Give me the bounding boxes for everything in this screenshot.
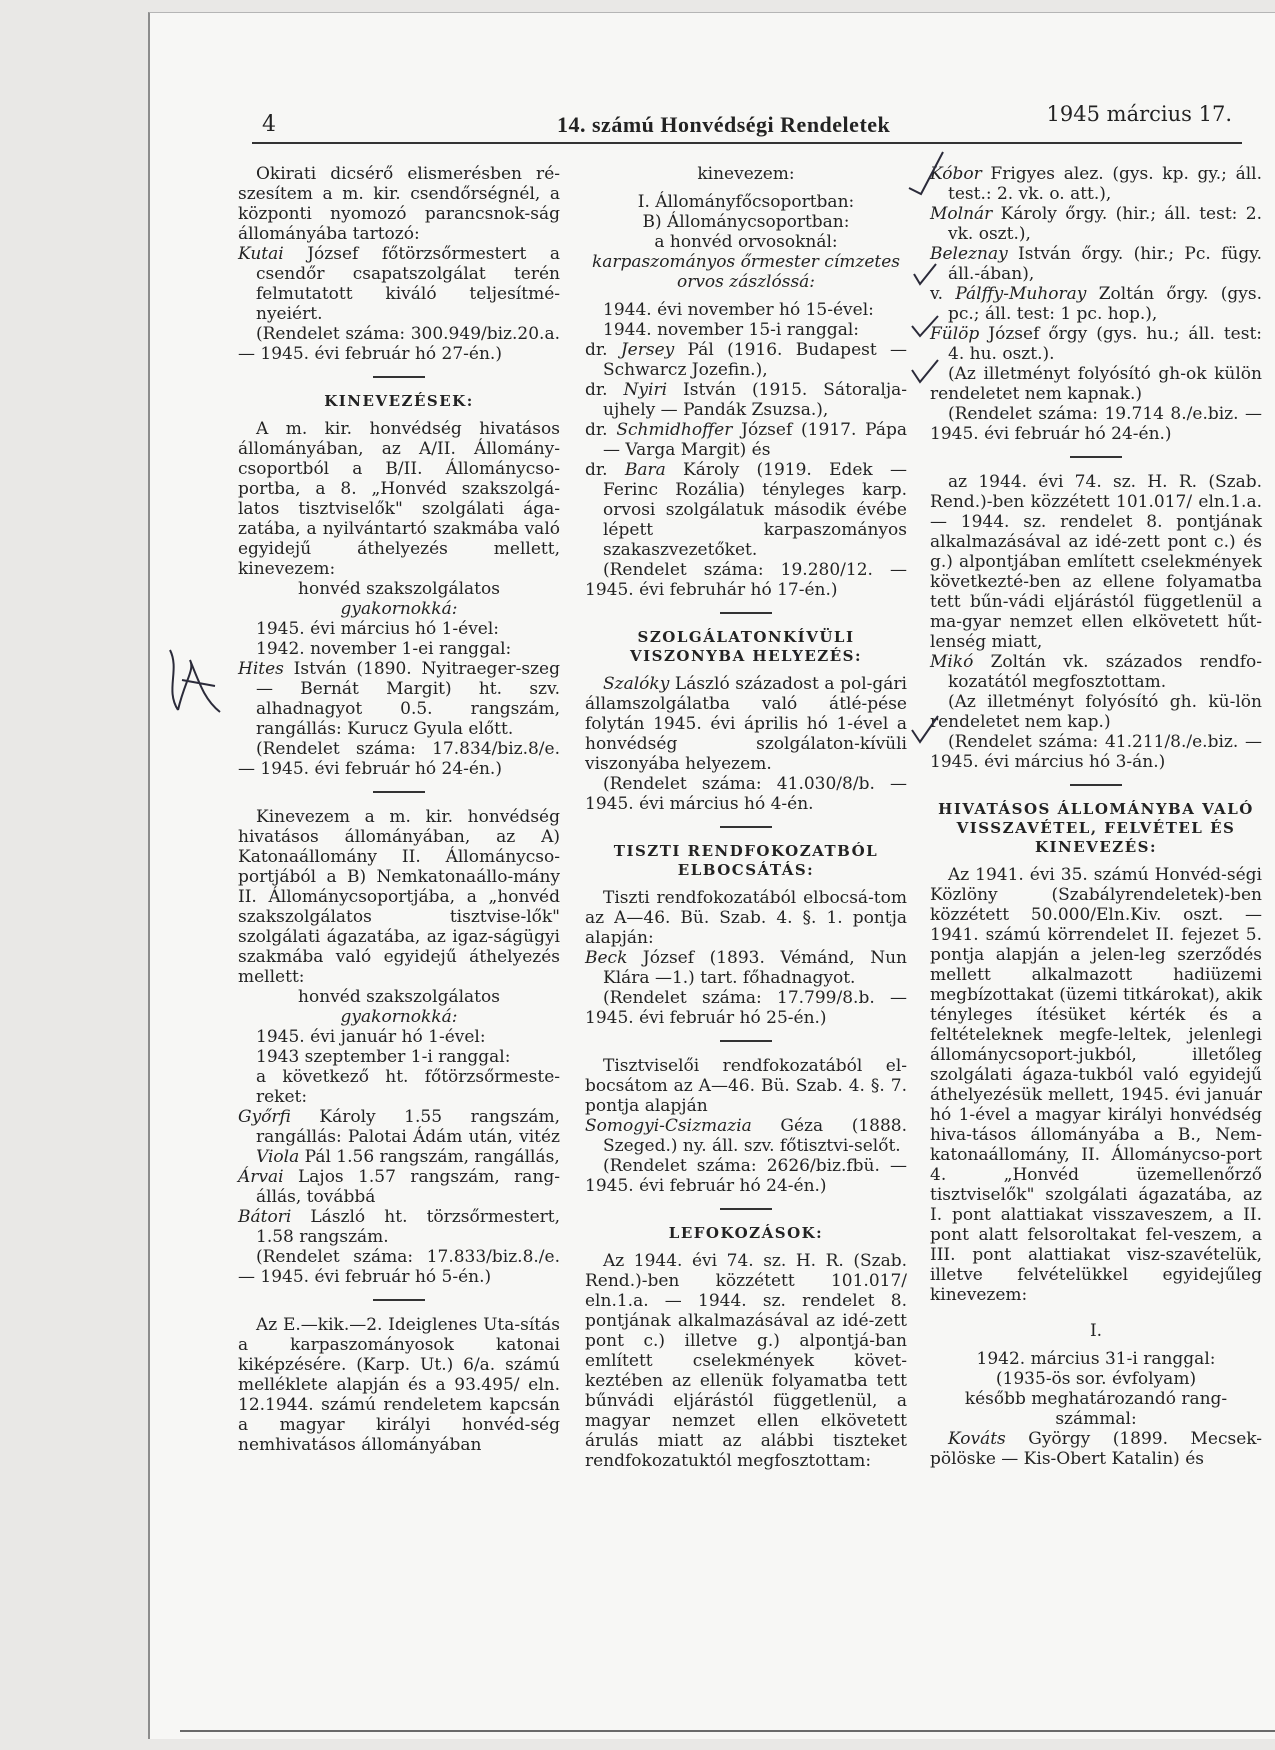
appointee-entry <box>585 380 907 420</box>
entry-text: József (1917. Pápa — Varga Margit) és <box>603 420 907 460</box>
date-line: 1944. évi november hó 15-ével: <box>603 300 874 320</box>
demoted-officer-entry <box>930 284 1262 324</box>
pen-check-mark <box>908 712 942 746</box>
separator <box>373 376 425 378</box>
group-line: B) Állománycsoportban: <box>642 212 850 232</box>
separator <box>720 1208 772 1210</box>
entry-text: László ht. törzsőrmestert, 1.58 rangszám. <box>256 1207 560 1247</box>
entry-text: József őrgy (gys. hu.; áll. test: 4. hu. oszt.). <box>948 324 1262 364</box>
section-heading-readmission: HIVATÁSOS ÁLLOMÁNYBA VALÓ VISSZAVÉTEL, FELVÉTEL ÉS KINEVEZÉS: <box>938 800 1254 856</box>
separator <box>1070 784 1122 786</box>
rank-line: honvéd szakszolgálatos <box>298 579 500 599</box>
demoted-officer-entry <box>930 324 1262 364</box>
person-name: Bara <box>624 460 666 480</box>
section-heading-appointments: KINEVEZÉSEK: <box>324 392 474 410</box>
appointee-entry <box>585 340 907 380</box>
entry-text: István (1915. Sátoralja-ujhely — Pandák Zsuzsa.), <box>603 380 907 420</box>
entry-text: István (1890. Nyitraeger-szeg — Bernát Margit) ht. szv. alhadnagyot 0.5. rangszám, rangállás: Kurucz Gyula előtt. <box>256 659 560 739</box>
title-prefix: dr. <box>585 340 621 360</box>
appointee-entry <box>238 1207 560 1247</box>
title-prefix: v. <box>930 284 956 304</box>
section-heading-demotions: LEFOKOZÁSOK: <box>668 1224 824 1242</box>
person-name: Nyiri <box>623 380 668 400</box>
rank-date-line: 1942. március 31-i ranggal: <box>976 1349 1216 1369</box>
demoted-officer-entry <box>930 244 1262 284</box>
person-name: Hites <box>238 659 284 679</box>
person-name: Győrfi <box>238 1107 291 1127</box>
decree-reference: (Rendelet száma: 19.280/12. — 1945. évi februhár hó 17-én.) <box>585 560 907 600</box>
person-name: Jersey <box>620 340 675 360</box>
decree-reference: (Rendelet száma: 2626/biz.fbü. — 1945. évi február hó 24-én.) <box>585 1156 907 1196</box>
demotion-text: az 1944. évi 74. sz. H. R. (Szab. Rend.)-ben közzétett 101.017/ eln.1.a. — 1944. sz. rendelet 8. pontjának alkalmazásával az idé-zett pont c.) és g.) alpontjában említett cselekmények következté-ben az ellene folyamatba tett bűn-vádi eljárástól függetlenül a ma-gyar nemzet ellen elkövetett hűt-lenség miatt, <box>930 472 1262 652</box>
separator <box>373 791 425 793</box>
dismissal-text: Tisztviselői rendfokozatából el-bocsátom az A—46. Bü. Szab. 4. §. 7. pontja alapján <box>585 1056 907 1116</box>
person-name: Kutai <box>238 244 284 264</box>
appointee-entry <box>238 1107 560 1167</box>
column-1 <box>238 164 560 1455</box>
entry-text: Károly őrgy. (hir.; áll. test: 2. vk. oszt.), <box>948 204 1262 244</box>
commendation-entry <box>238 244 560 324</box>
person-name: Mikó <box>930 652 974 672</box>
person-name: Pálffy-Muhoray <box>955 284 1087 304</box>
person-name: Kóbor <box>930 164 982 184</box>
rank-date-line: 1942. november 1-ei ranggal: <box>256 639 512 659</box>
rank-line: honvéd szakszolgálatos <box>298 987 500 1007</box>
issue-date: 1945 március 17. <box>1046 102 1232 126</box>
separator <box>1070 456 1122 458</box>
demoted-officer-entry <box>930 204 1262 244</box>
entry-text: Frigyes alez. (gys. kp. gy.; áll. test.: 2. vk. o. att.), <box>948 164 1262 204</box>
person-name: Szalóky <box>603 674 670 694</box>
date-line: 1945. évi január hó 1-ével: <box>256 1027 486 1047</box>
title-prefix: dr. <box>585 380 624 400</box>
demoted-officer-entry <box>930 164 1262 204</box>
decree-reference: (Rendelet száma: 17.833/biz.8./e. — 1945. évi február hó 5-én.) <box>238 1247 560 1287</box>
separator <box>373 1299 425 1301</box>
appointee-entry <box>238 659 560 739</box>
decree-reference: (Rendelet száma: 300.949/biz.20.a. — 1945. évi február hó 27-én.) <box>238 324 560 364</box>
commendation-intro: Okirati dicsérő elismerésben ré-szesítem a m. kir. csendőrségnél, a központi nyomozó parancsnok-ság állományába tartozó: <box>238 164 560 244</box>
person-name: Schmidhoffer <box>616 420 733 440</box>
entry-text: József főtörzsőrmestert a csendőr csapatszolgálat terén felmutatott kiváló teljesítmé-nyeiért. <box>256 244 560 324</box>
date-line: 1945. évi március hó 1-ével: <box>256 619 500 639</box>
appointee-entry <box>585 420 907 460</box>
section-heading-dismissal: TISZTI RENDFOKOZATBÓL ELBOCSÁTÁS: <box>613 842 879 879</box>
demoted-officer-entry <box>930 652 1262 692</box>
appointee-entry <box>238 1167 560 1207</box>
roman-numeral-heading: I. <box>1089 1321 1103 1341</box>
header-rule <box>252 142 1242 144</box>
rank-date-line: 1943 szeptember 1-i ranggal: <box>256 1047 511 1067</box>
appoint-line: kinevezem: <box>697 164 795 184</box>
readmission-text: Az 1941. évi 35. számú Honvéd-ségi Közlöny (Szabályrendeletek)-ben közzétett 50.000/Eln.Kiv. oszt. — 1941. számú körrendelet II. fejezet 5. pontja alapján a jelen-leg szerződés mellett alkalmazott hadiüzemi megbízottakat (üzemi titkárokat), akik tényleges ítésüket kérték és a feltételeknek megfe-leltek, jelenlegi állománycsoport-jukból, illetőleg szolgálati ágaza-tukból való egyidejű áthelyezésük mellett, 1945. évi január hó 1-ével a magyar királyi honvédség hiva-tásos állományába a B., Nem-katonaállomány, II. Állománycso-port 4. „Honvéd üzemellenőrző tisztviselők" szolgálati ágazatába, az I. pont alattiakat visszaveszem, a II. pont alatt felsoroltakat fel-veszem, a III. pont alattiakat visz-szavételük, illetve felvételükkel egyidejűleg kinevezem: <box>930 865 1262 1305</box>
pen-check-mark <box>910 260 940 290</box>
person-name: Fülöp <box>930 324 980 344</box>
dismissal-text: Tiszti rendfokozatából elbocsá-tom az A—46. Bü. Szab. 4. §. 1. pontja alapján: <box>585 888 907 948</box>
decree-reference: (Rendelet száma: 19.714 8./e.biz. — 1945. évi február hó 24-én.) <box>930 404 1262 444</box>
entry-text: József (1893. Vémánd, Nun Klára —1.) tart. főhadnagyot. <box>603 948 907 988</box>
person-name: Kováts <box>948 1429 1006 1449</box>
pen-scribble-mark <box>160 640 230 730</box>
column-2 <box>585 164 907 1471</box>
entry-text: György (1899. Mecsek-pölöske — Kis-Obert Katalin) és <box>930 1429 1262 1469</box>
list-intro: a következő ht. főtörzsőrmeste-reket: <box>256 1067 560 1107</box>
separator <box>720 1040 772 1042</box>
appointment-text: Kinevezem a m. kir. honvédség hivatásos állományában, az A) Katonaállomány II. Állománycso-portjából a B) Nemkatonaállo-mány II. Állománycsoportjába, a „honvéd szakszolgálatos tisztvise-lők" szolgálati ágazatába, az igaz-ságügyi szakmába való egyidejű áthelyezés mellett: <box>238 807 560 987</box>
rank-line-italic: karpaszományos őrmester címzetes orvos zászlóssá: <box>591 252 901 292</box>
person-name: Viola <box>256 1147 300 1167</box>
appointment-text: A m. kir. honvédség hivatásos állományában, az A/II. Állomány-csoportból a B/II. Állománycso-portba, a 8. „Honvéd szakszolgá-latos tisztviselők" szolgálati ága-zatába, a nyilvántartó szakmába való egyidejű áthelyezés mellett, kinevezem: <box>238 419 560 579</box>
title-prefix: dr. <box>585 420 617 440</box>
entry-text: Károly 1.55 rangszám, rangállás: Palotai Ádám után, vitéz <box>256 1107 560 1147</box>
demotion-text: Az 1944. évi 74. sz. H. R. (Szab. Rend.)-ben közzétett 101.017/ eln.1.a. — 1944. sz. rendelet 8. pontjának alkalmazásával az idé-zett pont c.) illetve g.) alpontjá-ban említett cselekmények követ-keztében az ellenük folyamatba tett bűnvádi eljárástól függetlenül, a magyar nemzet ellen elkövetett árulás miatt az alábbi tiszteket rendfokozatuktól megfosztottam: <box>585 1251 907 1471</box>
rank-date-line: 1944. november 15-i ranggal: <box>603 320 860 340</box>
page-number: 4 <box>262 112 276 137</box>
group-line: I. Állományfőcsoportban: <box>637 192 855 212</box>
person-name: Molnár <box>930 204 993 224</box>
year-class-line: (1935-ös sor. évfolyam) <box>995 1369 1197 1389</box>
entry-text: Zoltán vk. százados rendfo-kozatától megfosztottam. <box>948 652 1262 692</box>
rank-number-line: később meghatározandó rang-számmal: <box>964 1389 1228 1429</box>
payment-note: (Az illetményt folyósító gh. kü-lön rendeletet nem kap.) <box>930 692 1262 732</box>
pen-check-mark <box>905 148 945 198</box>
appointee-entry <box>930 1429 1262 1469</box>
entry-text: Pál 1.56 rangszám, rangállás, <box>299 1147 560 1167</box>
entry-text: Lajos 1.57 rangszám, rang-állás, továbbá <box>256 1167 560 1207</box>
entry-text: Pál (1916. Budapest — Schwarcz Jozefin.), <box>603 340 907 380</box>
bottom-edge-rule <box>180 1730 1275 1732</box>
journal-title: 14. számú Honvédségi Rendeletek <box>557 112 891 137</box>
entry-text: Zoltán őrgy. (gys. pc.; áll. test: 1 pc. hop.), <box>948 284 1262 324</box>
decree-reference: (Rendelet száma: 41.030/8/b. — 1945. évi március hó 4-én. <box>585 774 907 814</box>
person-name: Beck <box>585 948 628 968</box>
separator <box>720 826 772 828</box>
title-prefix: dr. <box>585 460 625 480</box>
pen-check-mark <box>908 310 942 340</box>
reserve-entry <box>585 674 907 774</box>
separator <box>720 612 772 614</box>
person-name: Bátori <box>238 1207 292 1227</box>
rank-line-italic: gyakornokká: <box>340 599 458 619</box>
entry-text: László századost a pol-gári államszolgálatba való átlé-pése folytán 1945. évi április hó 1-ével a honvédség szolgálaton-kívüli viszonyába helyezem. <box>585 674 907 774</box>
decree-reference: (Rendelet száma: 41.211/8./e.biz. — 1945. évi március hó 3-án.) <box>930 732 1262 772</box>
decree-reference: (Rendelet száma: 17.834/biz.8/e. — 1945. évi február hó 24-én.) <box>238 739 560 779</box>
column-3 <box>930 164 1262 1469</box>
instruction-text: Az E.—kik.—2. Ideiglenes Uta-sítás a karpaszományosok katonai kiképzésére. (Karp. Ut.) 6/a. számú melléklete alapján és a 93.495/ eln. 12.1944. számú rendeletem kapcsán a magyar királyi honvéd-ség nemhivatásos állományában <box>238 1315 560 1455</box>
person-name: Árvai <box>238 1167 284 1187</box>
entry-text: István őrgy. (hir.; Pc. fügy. áll.-ában), <box>948 244 1262 284</box>
dismissal-entry <box>585 1116 907 1156</box>
section-heading-reserve: SZOLGÁLATONKÍVÜLI VISZONYBA HELYEZÉS: <box>629 628 863 665</box>
appointee-entry <box>585 460 907 560</box>
person-name: Beleznay <box>930 244 1008 264</box>
dismissal-entry <box>585 948 907 988</box>
payment-note: (Az illetményt folyósító gh-ok külön rendeletet nem kapnak.) <box>930 364 1262 404</box>
group-line: a honvéd orvosoknál: <box>654 232 838 252</box>
person-name: Somogyi-Csizmazia <box>585 1116 752 1136</box>
decree-reference: (Rendelet száma: 17.799/8.b. — 1945. évi február hó 25-én.) <box>585 988 907 1028</box>
entry-text: Károly (1919. Edek — Ferinc Rozália) tényleges karp. orvosi szolgálatuk második évébe lépett karpaszományos szakaszvezetőket. <box>603 460 908 560</box>
page-header <box>252 100 1242 142</box>
pen-check-mark <box>908 356 942 386</box>
entry-text: Géza (1888. Szeged.) ny. áll. szv. főtisztvi-selőt. <box>603 1116 907 1156</box>
rank-line-italic: gyakornokká: <box>340 1007 458 1027</box>
